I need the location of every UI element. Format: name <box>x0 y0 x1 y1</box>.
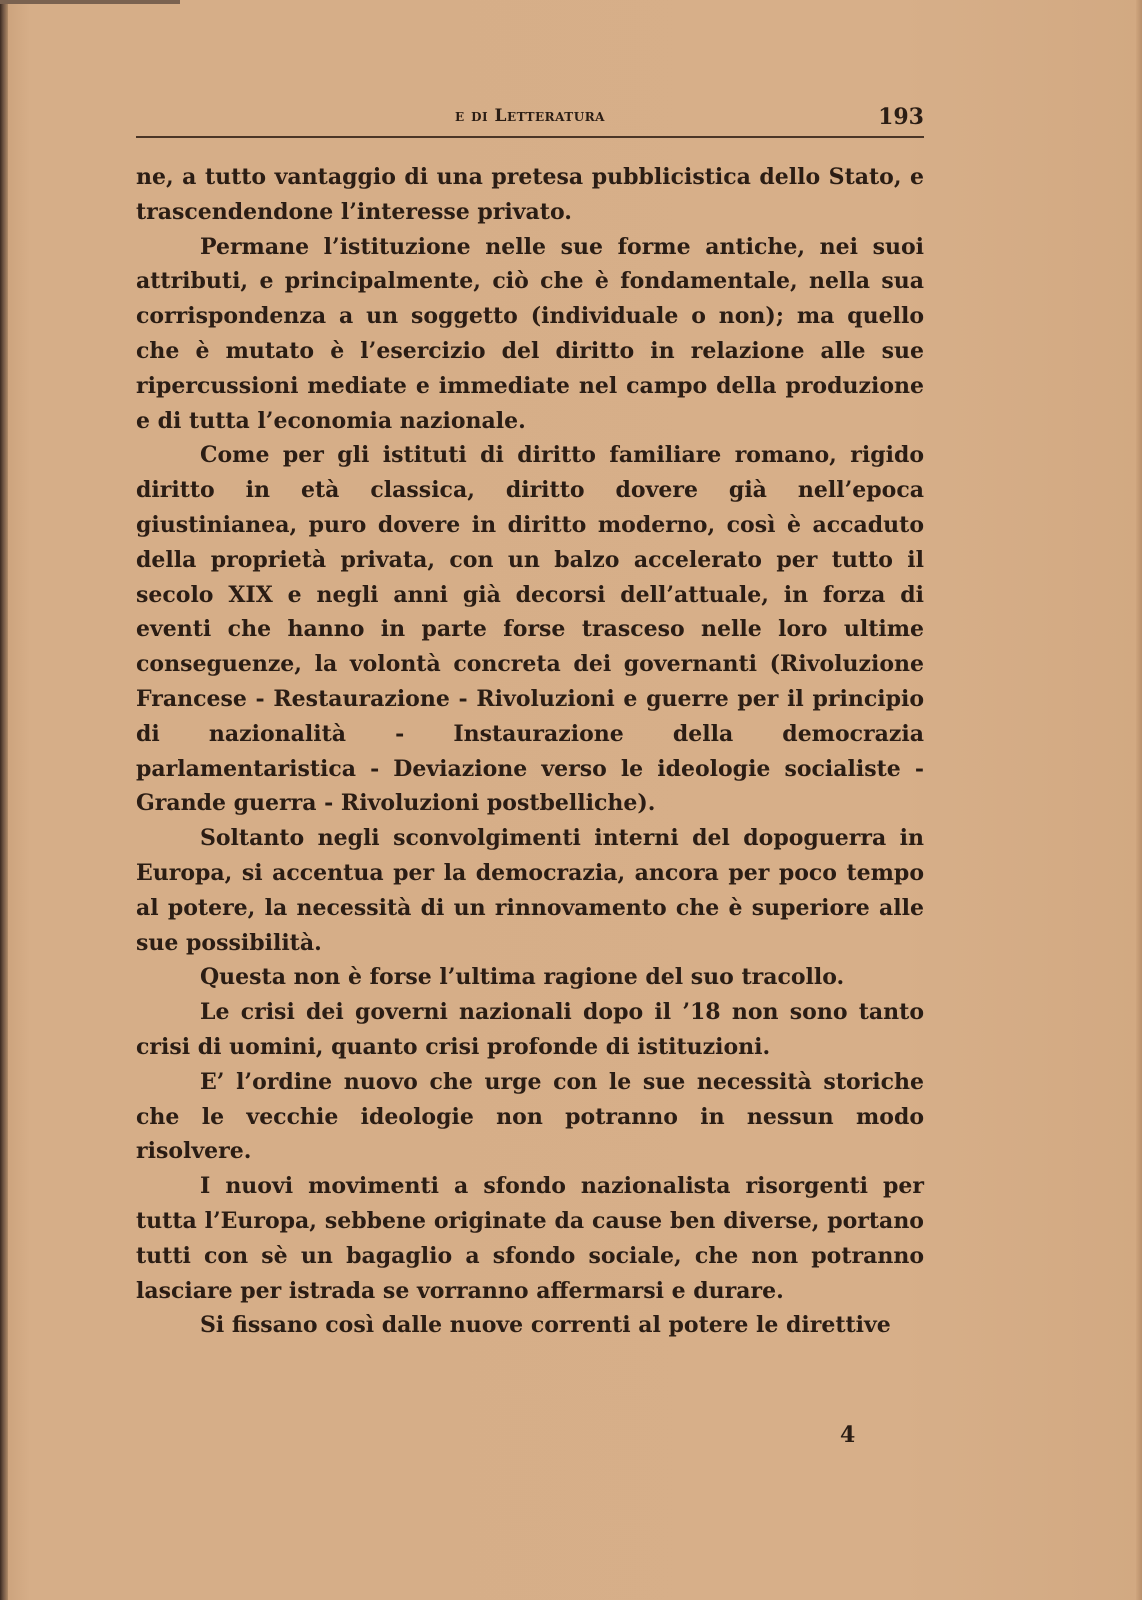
paragraph-2: Permane l’istituzione nelle sue forme antiche, nei suoi attributi, e principalmente, ciò che è fondamentale, nella sua corrispondenza a un soggetto (individuale o non); ma quello che è mutato è l’esercizio del diritto in relazione alle sue ripercussioni mediate e immediate nel campo della produzione e di tutta l’economia nazionale. <box>136 233 924 434</box>
paragraph-6: Le crisi dei governi nazionali dopo il ’18 non sono tanto crisi di uomini, quanto crisi profonde di istituzioni. <box>136 999 924 1060</box>
body-text <box>136 160 924 1343</box>
paragraph-5: Questa non è forse l’ultima ragione del suo tracollo. <box>200 964 845 991</box>
running-title: e di Letteratura <box>455 106 605 126</box>
page-right-edge <box>1136 0 1142 1600</box>
header-rule <box>136 136 924 138</box>
page-binding-edge <box>0 0 8 1600</box>
paragraph-8: I nuovi movimenti a sfondo nazionalista risorgenti per tutta l’Europa, sebbene originate da cause ben diverse, portano tutti con sè un bagaglio a sfondo sociale, che non potranno lasciare per istrada se vorranno affermarsi e durare. <box>136 1173 924 1304</box>
signature-mark: 4 <box>840 1422 856 1448</box>
running-head <box>136 104 924 136</box>
paragraph-1: ne, a tutto vantaggio di una pretesa pubblicistica dello Stato, e trascendendone l’interesse privato. <box>136 164 924 225</box>
paragraph-4: Soltanto negli sconvolgimenti interni del dopoguerra in Europa, si accentua per la democrazia, ancora per poco tempo al potere, la necessità di un rinnovamento che è superiore alle sue possibilità. <box>136 825 924 956</box>
page-number: 193 <box>878 104 924 130</box>
paragraph-7: E’ l’ordine nuovo che urge con le sue necessità storiche che le vecchie ideologie non potranno in nessun modo risolvere. <box>136 1068 924 1165</box>
paragraph-9: Si fissano così dalle nuove correnti al potere le direttive <box>200 1312 891 1339</box>
paragraph-3: Come per gli istituti di diritto familiare romano, rigido diritto in età classica, diritto dovere già nell’epoca giustinianea, puro dovere in diritto moderno, così è accaduto della proprietà privata, con un balzo accelerato per tutto il secolo XIX e negli anni già decorsi dell’attuale, in forza di eventi che hanno in parte forse trasceso nelle loro ultime conseguenze, la volontà concreta dei governanti (Rivoluzione Francese - Restaurazione - Rivoluzioni e guerre per il principio di nazionalità - Instaurazione della democrazia parlamentaristica - Deviazione verso le ideologie socialiste - Grande guerra - Rivoluzioni postbelliche). <box>136 442 924 817</box>
page-top-edge <box>0 0 180 4</box>
